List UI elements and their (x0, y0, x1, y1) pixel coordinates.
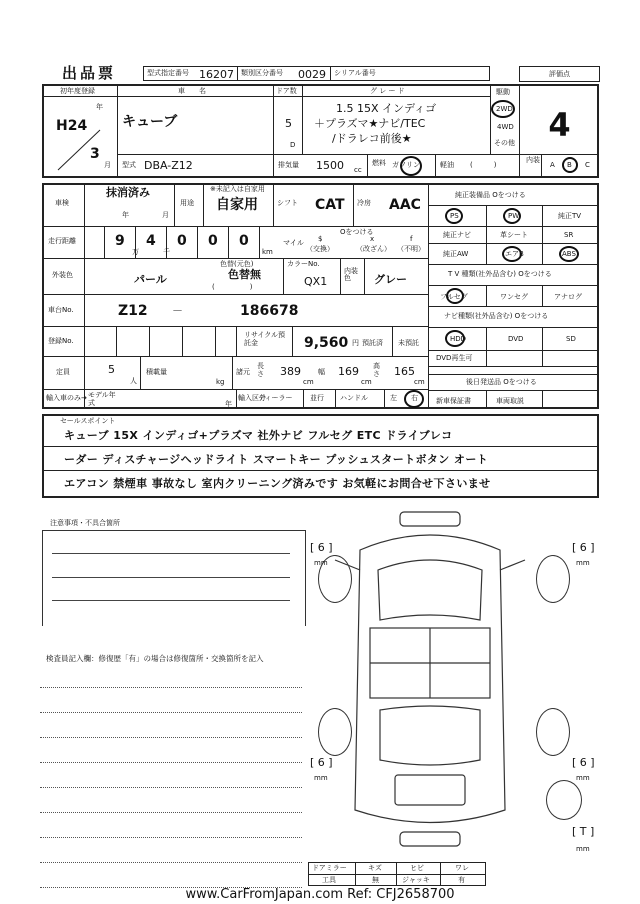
drive-2wd-circle (491, 100, 515, 118)
car-diagram (330, 510, 530, 850)
abs-circle (559, 246, 579, 262)
interior-b-circle (562, 157, 578, 173)
first-reg-year: H24 (56, 118, 88, 134)
door-count: 5 (285, 117, 292, 130)
chassis-prefix: Z12 (118, 303, 148, 319)
hdd-circle (445, 330, 465, 347)
sales-line-2: ーダー ディスチャージヘッドライト スマートキー プッシュスタートボタン オート (64, 453, 489, 466)
grade-line-2: ＋プラズマ★ナビ/TEC (314, 117, 426, 130)
tread-fl: [ 6 ] (310, 541, 333, 554)
capacity-value: 5 (108, 363, 115, 376)
grade-line-3: /ドラレコ前後★ (332, 132, 412, 145)
first-reg-month: 3 (90, 146, 100, 162)
handle-right-circle (404, 390, 424, 408)
footer-watermark: www.CarFromJapan.com Ref: CFJ2658700 (185, 887, 455, 902)
pw-circle (503, 208, 521, 224)
fullseg-circle (446, 288, 464, 304)
mileage-digit-4: 0 (208, 233, 218, 249)
eval-label-box: 評価点 (519, 66, 600, 82)
interior-color: グレー (374, 273, 407, 286)
mileage-digit-2: 4 (146, 233, 156, 249)
displacement: 1500 (316, 159, 344, 172)
mileage-digit-5: 0 (239, 233, 249, 249)
width-value: 169 (338, 365, 359, 378)
tire-rl (318, 708, 352, 756)
serial-box: シリアル番号 (330, 66, 490, 81)
inspection-value: 抹消済み (106, 186, 150, 199)
category-number: 0029 (298, 68, 326, 81)
tread-rl: [ 6 ] (310, 756, 333, 769)
model-code: 16207 (199, 68, 234, 81)
repaint-status: 色替無 (228, 268, 261, 281)
ps-circle (445, 208, 463, 224)
mileage-digit-1: 9 (115, 233, 125, 249)
sales-line-3: エアコン 禁煙車 事故なし 室内クリーニング済みです お気軽にお問合せ下さいませ (64, 477, 491, 490)
fuel-gas-circle (400, 156, 422, 176)
slash-divider (50, 128, 110, 174)
length-value: 389 (280, 365, 301, 378)
sheet-title: 出品票 (62, 64, 117, 82)
model-code-box: 型式指定番号 16207 (143, 66, 238, 81)
ac-value: AAC (389, 197, 421, 213)
sales-line-1: キューブ 15X インディゴ+プラズマ 社外ナビ フルセグ ETC ドライブレコ (64, 429, 453, 442)
height-value: 165 (394, 365, 415, 378)
chassis-number: 186678 (240, 303, 299, 319)
eval-score: 4 (548, 106, 571, 144)
tread-spare: [ T ] (572, 825, 595, 838)
color-code: QX1 (304, 275, 328, 288)
model-type: DBA-Z12 (144, 159, 193, 172)
mileage-digit-3: 0 (177, 233, 187, 249)
tire-rr (536, 708, 570, 756)
car-name: キューブ (122, 114, 178, 130)
tire-fr (536, 555, 570, 603)
tire-spare (546, 780, 582, 820)
shift-value: CAT (315, 197, 345, 213)
category-box: 類別区分番号 0029 (237, 66, 331, 81)
exterior-color: パール (134, 273, 167, 286)
recycle-fee: 9,560 (304, 335, 349, 351)
grade-line-1: 1.5 15X インディゴ (336, 102, 437, 115)
notes-box (42, 530, 306, 626)
airbag-circle (502, 246, 522, 262)
tread-fr: [ 6 ] (572, 541, 595, 554)
tread-rr: [ 6 ] (572, 756, 595, 769)
usage-value: 自家用 (216, 197, 258, 213)
